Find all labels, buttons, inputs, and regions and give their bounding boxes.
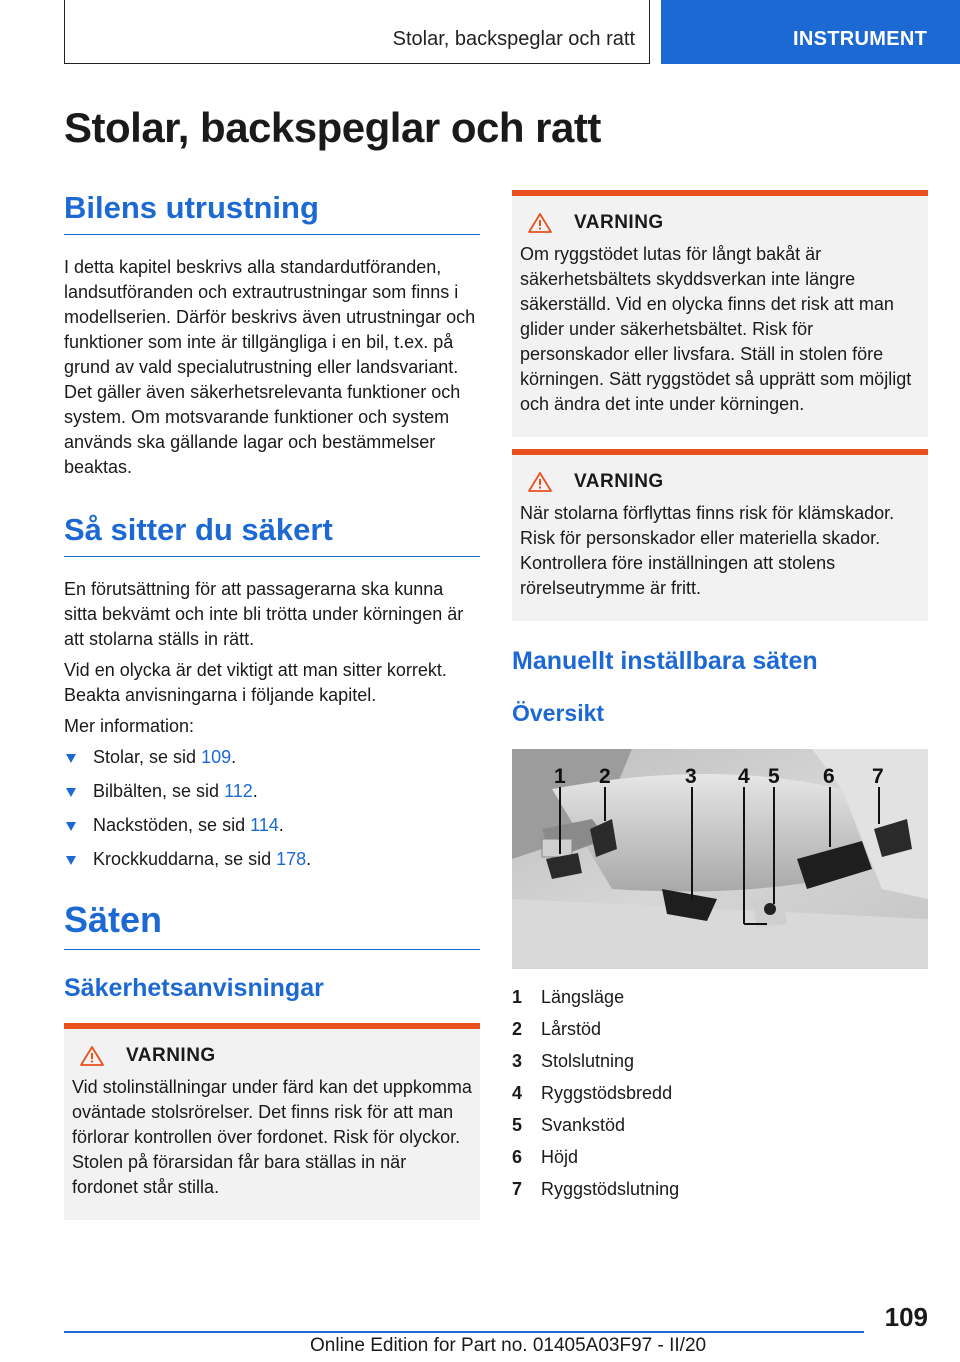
heading-seats: Säten: [64, 899, 480, 950]
warning-text: Vid stolinställningar under färd kan det uppkomma oväntade stolsrörelser. Det finns risk för att man förlorar kontrollen över fordonet. Risk för olyckor. Stolen på förarsidan får bara ställas in när fordonet står stilla.: [72, 1077, 472, 1197]
list-item: Bilbälten, se sid 112.: [64, 779, 480, 804]
left-column: [64, 190, 480, 1240]
heading-safety-instructions: Säkerhetsanvisningar: [64, 974, 324, 1002]
page-header: [0, 0, 960, 66]
header-section-title: Stolar, backspeglar och ratt: [392, 28, 635, 50]
bullet-triangle-icon: [66, 788, 76, 797]
warning-box-2: [512, 190, 928, 437]
seat-controls-photo: [512, 749, 928, 969]
page-link[interactable]: 178: [276, 849, 307, 869]
warning-label: VARNING: [574, 471, 664, 492]
list-item: Stolar, se sid 109.: [64, 745, 480, 770]
warning-box-3: [512, 449, 928, 621]
legend-item: 6 Höjd: [512, 1147, 579, 1167]
bullet-triangle-icon: [66, 856, 76, 865]
warning-text: Om ryggstödet lutas för långt bakåt är säkerhetsbältets skyddsverkan inte längre säkerställd. Vid en olycka finns det risk att man glider under säkerhetsbältet. Risk för personskador eller livsfara. Ställ in stolen före körningen. Sätt ryggstödet så upprätt som möjligt och ändra det inte under körningen.: [520, 244, 912, 414]
photo-callout-6: 6: [823, 765, 835, 788]
footer-divider: [64, 1331, 864, 1333]
right-column: [512, 190, 928, 1209]
heading-overview: Översikt: [512, 700, 605, 726]
reference-list: [64, 745, 480, 872]
warning-label: VARNING: [126, 1045, 216, 1066]
paragraph-safe-2: Vid en olycka är det viktigt att man sitter korrekt. Beakta anvisningarna i följande kapitel.: [64, 660, 447, 705]
page-link[interactable]: 112: [224, 781, 253, 801]
photo-callout-4: 4: [738, 765, 750, 788]
footer-edition: Online Edition for Part no. 01405A03F97 - II/20: [310, 1335, 707, 1356]
photo-callout-1: 1: [554, 765, 566, 788]
photo-callout-3: 3: [685, 765, 697, 788]
paragraph-safe-1: En förutsättning för att passagerarna ska kunna sitta bekvämt och inte bli trötta under körningen är att stolarna ställs in rätt.: [64, 579, 464, 649]
photo-legend: [512, 985, 928, 1202]
paragraph-equipment: I detta kapitel beskrivs alla standardutföranden, landsutföranden och extrautrustningar som finns i modellserien. Därför beskrivs även utrustningar och funktioner som inte är tillgängliga i en bil, t.ex. på grund av vald specialutrustning eller landsvariant. Det gäller även säkerhetsrelevanta funktioner och system. Om motsvarande funktioner och system används ska gällande lagar och bestämmelser beaktas.: [64, 257, 476, 477]
legend-item: 7 Ryggstödslutning: [512, 1179, 680, 1199]
page-title: Stolar, backspeglar och ratt: [64, 104, 601, 151]
photo-callout-7: 7: [872, 765, 884, 788]
heading-manual-seats: Manuellt inställbara säten: [512, 647, 818, 675]
warning-text: När stolarna förflyttas finns risk för klämskador. Risk för personskador eller materiella skador. Kontrollera före inställningen att stolens rörelseutrymme är fritt.: [520, 503, 895, 598]
warning-box-1: [64, 1023, 480, 1220]
warning-triangle-icon: [528, 472, 552, 492]
warning-triangle-icon: [80, 1046, 104, 1066]
heading-equipment: Bilens utrustning: [64, 190, 480, 235]
header-chapter-tab[interactable]: [661, 0, 960, 64]
list-item: Nackstöden, se sid 114.: [64, 813, 480, 838]
legend-item: 5 Svankstöd: [512, 1115, 626, 1135]
page-link[interactable]: 109: [201, 747, 232, 767]
photo-callout-2: 2: [599, 765, 611, 788]
list-item: Krockkuddarna, se sid 178.: [64, 847, 480, 872]
warning-triangle-icon: [528, 213, 552, 233]
bullet-triangle-icon: [66, 822, 76, 831]
heading-sit-safe: Så sitter du säkert: [64, 512, 480, 557]
warning-label: VARNING: [574, 212, 664, 233]
page-link[interactable]: 114: [250, 815, 279, 835]
page-number: 109: [884, 1302, 928, 1332]
legend-item: 2 Lårstöd: [512, 1019, 602, 1039]
bullet-triangle-icon: [66, 754, 76, 763]
header-chapter-label: INSTRUMENT: [793, 28, 928, 50]
photo-callout-5: 5: [768, 765, 780, 788]
legend-item: 1 Längsläge: [512, 987, 625, 1007]
legend-item: 4 Ryggstödsbredd: [512, 1083, 673, 1103]
header-section-box: [64, 0, 650, 64]
paragraph-more-info: Mer information:: [64, 716, 195, 736]
legend-item: 3 Stolslutning: [512, 1051, 635, 1071]
